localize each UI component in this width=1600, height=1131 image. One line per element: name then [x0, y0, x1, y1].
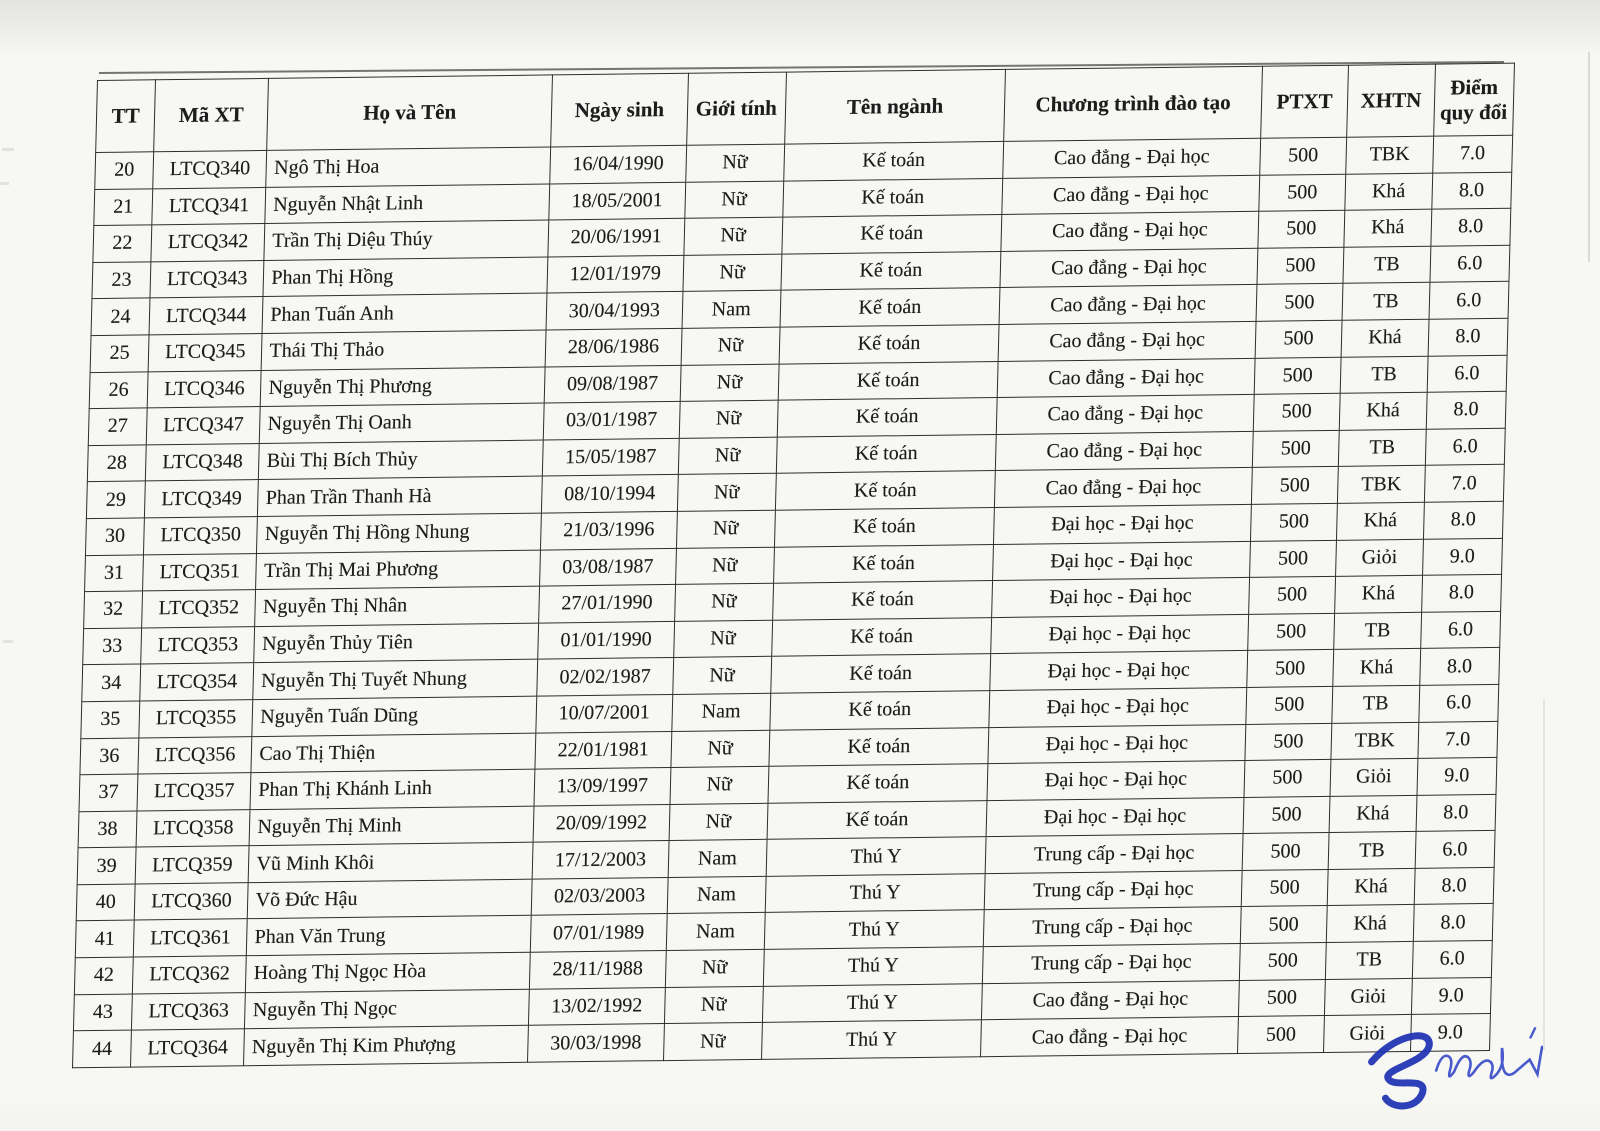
cell-xhtn: Khá [1344, 209, 1431, 247]
cell-tt: 27 [88, 408, 147, 445]
cell-xhtn: TB [1340, 356, 1427, 394]
cell-ten-nganh: Thú Y [764, 910, 985, 949]
cell-gioi-tinh: Nữ [686, 144, 785, 182]
cell-ngay-sinh: 16/04/1990 [550, 145, 687, 183]
cell-ptxt: 500 [1239, 943, 1326, 981]
column-header-xhtn: XHTN [1347, 64, 1435, 137]
cell-ptxt: 500 [1238, 979, 1325, 1017]
cell-gioi-tinh: Nữ [681, 327, 780, 365]
column-header-ho-va-ten: Họ và Tên [267, 75, 552, 150]
cell-ptxt: 500 [1242, 833, 1329, 871]
cell-ten-nganh: Kế toán [768, 764, 989, 803]
cell-ma-xt: LTCQ344 [149, 297, 263, 335]
cell-ho-va-ten: Nguyễn Thị Tuyết Nhung [253, 659, 537, 699]
cell-diem-quy-doi: 9.0 [1411, 977, 1491, 1015]
cell-ngay-sinh: 09/08/1987 [544, 365, 681, 403]
cell-ten-nganh: Kế toán [776, 434, 997, 473]
cell-ngay-sinh: 20/06/1991 [548, 219, 685, 257]
cell-ho-va-ten: Ngô Thị Hoa [266, 147, 550, 187]
cell-ngay-sinh: 22/01/1981 [535, 731, 672, 769]
scan-edge-mark [2, 148, 14, 151]
cell-gioi-tinh: Nữ [664, 986, 763, 1024]
cell-tt: 42 [74, 957, 133, 994]
cell-ten-nganh: Kế toán [778, 361, 999, 400]
cell-xhtn: Khá [1345, 173, 1432, 211]
cell-ptxt: 500 [1246, 686, 1333, 724]
column-header-tt: TT [96, 80, 156, 153]
cell-ho-va-ten: Nguyễn Thủy Tiên [254, 623, 538, 663]
cell-gioi-tinh: Nữ [679, 400, 778, 438]
cell-ho-va-ten: Trần Thị Diệu Thúy [264, 220, 548, 260]
cell-ptxt: 500 [1237, 1016, 1324, 1054]
cell-xhtn: Giỏi [1325, 978, 1412, 1016]
cell-xhtn: Khá [1339, 392, 1426, 430]
cell-chuong-trinh-dao-tao: Trung cấp - Đại học [983, 944, 1240, 984]
cell-diem-quy-doi: 9.0 [1422, 538, 1502, 576]
cell-gioi-tinh: Nữ [677, 474, 776, 512]
cell-ma-xt: LTCQ356 [138, 736, 252, 774]
admission-results-table [72, 63, 1515, 1068]
cell-chuong-trinh-dao-tao: Cao đẳng - Đại học [995, 468, 1252, 508]
cell-tt: 26 [89, 371, 148, 408]
cell-xhtn: TB [1326, 941, 1413, 979]
cell-diem-quy-doi: 6.0 [1427, 355, 1507, 393]
cell-xhtn: Khá [1341, 319, 1428, 357]
cell-ten-nganh: Kế toán [775, 471, 996, 510]
cell-ten-nganh: Kế toán [783, 141, 1004, 180]
cell-diem-quy-doi: 8.0 [1414, 867, 1494, 905]
cell-gioi-tinh: Nữ [675, 583, 774, 621]
cell-xhtn: TB [1343, 246, 1430, 284]
cell-tt: 37 [79, 774, 138, 811]
scan-edge-line [1543, 700, 1545, 1050]
cell-ma-xt: LTCQ354 [140, 663, 254, 701]
cell-chuong-trinh-dao-tao: Trung cấp - Đại học [984, 907, 1241, 947]
table-scan-region [72, 63, 1515, 1068]
cell-diem-quy-doi: 8.0 [1426, 391, 1506, 429]
cell-tt: 43 [73, 994, 132, 1031]
cell-ptxt: 500 [1256, 284, 1343, 322]
cell-tt: 23 [92, 262, 151, 299]
cell-ngay-sinh: 02/02/1987 [537, 658, 674, 696]
cell-tt: 44 [73, 1030, 132, 1067]
cell-ptxt: 500 [1252, 430, 1339, 468]
cell-ngay-sinh: 03/08/1987 [539, 548, 676, 586]
cell-ho-va-ten: Thái Thị Thảo [262, 330, 546, 370]
cell-ptxt: 500 [1249, 540, 1336, 578]
cell-diem-quy-doi: 6.0 [1429, 282, 1509, 320]
cell-diem-quy-doi: 8.0 [1423, 501, 1503, 539]
cell-ngay-sinh: 07/01/1989 [530, 914, 667, 952]
cell-chuong-trinh-dao-tao: Cao đẳng - Đại học [996, 431, 1253, 471]
cell-ten-nganh: Kế toán [774, 507, 995, 546]
cell-tt: 39 [77, 847, 136, 884]
cell-ten-nganh: Kế toán [777, 398, 998, 437]
column-header-ten-nganh: Tên ngành [784, 69, 1005, 144]
cell-ptxt: 500 [1247, 613, 1334, 651]
cell-ho-va-ten: Phan Văn Trung [247, 916, 531, 956]
cell-ho-va-ten: Phan Trần Thanh Hà [258, 476, 542, 516]
cell-gioi-tinh: Nữ [676, 510, 775, 548]
cell-ptxt: 500 [1241, 869, 1328, 907]
scan-streak [0, 0, 1600, 58]
cell-ptxt: 500 [1257, 247, 1344, 285]
cell-xhtn: Khá [1326, 905, 1413, 943]
cell-ten-nganh: Kế toán [773, 544, 994, 583]
cell-diem-quy-doi: 7.0 [1418, 721, 1498, 759]
scan-edge-mark [0, 182, 9, 185]
cell-ho-va-ten: Nguyễn Thị Minh [250, 806, 534, 846]
cell-ma-xt: LTCQ347 [146, 407, 260, 445]
cell-ho-va-ten: Bùi Thị Bích Thủy [259, 440, 543, 480]
cell-ma-xt: LTCQ348 [145, 443, 259, 481]
cell-chuong-trinh-dao-tao: Cao đẳng - Đại học [1002, 175, 1259, 215]
cell-gioi-tinh: Nam [668, 840, 767, 878]
cell-ten-nganh: Kế toán [770, 654, 991, 693]
cell-tt: 25 [90, 335, 149, 372]
cell-ma-xt: LTCQ343 [150, 260, 264, 298]
cell-ma-xt: LTCQ350 [144, 516, 258, 554]
cell-gioi-tinh: Nữ [685, 181, 784, 219]
column-header-chuong-trinh-dao-tao: Chương trình đào tạo [1004, 66, 1262, 141]
cell-ngay-sinh: 27/01/1990 [538, 585, 675, 623]
cell-diem-quy-doi: 8.0 [1428, 318, 1508, 356]
cell-ngay-sinh: 02/03/2003 [531, 877, 668, 915]
cell-ho-va-ten: Trần Thị Mai Phương [256, 550, 540, 590]
cell-ma-xt: LTCQ358 [136, 809, 250, 847]
cell-ho-va-ten: Nguyễn Nhật Linh [265, 184, 549, 224]
cell-diem-quy-doi: 6.0 [1412, 941, 1492, 979]
cell-ten-nganh: Kế toán [769, 727, 990, 766]
cell-ngay-sinh: 13/02/1992 [528, 987, 665, 1025]
column-header-diem-quy-doi: Điểm quy đổi [1433, 63, 1514, 136]
cell-chuong-trinh-dao-tao: Đại học - Đại học [993, 541, 1250, 581]
cell-ngay-sinh: 30/03/1998 [527, 1024, 664, 1062]
cell-tt: 24 [91, 298, 150, 335]
cell-ma-xt: LTCQ359 [135, 846, 249, 884]
table-body [73, 135, 1513, 1067]
cell-gioi-tinh: Nữ [675, 547, 774, 585]
cell-ma-xt: LTCQ349 [144, 480, 258, 518]
cell-ten-nganh: Kế toán [767, 800, 988, 839]
cell-xhtn: TB [1328, 832, 1415, 870]
cell-tt: 35 [81, 701, 140, 738]
cell-ma-xt: LTCQ351 [143, 553, 257, 591]
cell-ptxt: 500 [1259, 137, 1346, 175]
cell-ten-nganh: Kế toán [780, 288, 1001, 327]
cell-ten-nganh: Kế toán [770, 690, 991, 729]
cell-chuong-trinh-dao-tao: Đại học - Đại học [992, 578, 1249, 618]
cell-ho-va-ten: Phan Thị Khánh Linh [250, 769, 534, 809]
cell-tt: 29 [86, 481, 145, 518]
cell-ngay-sinh: 30/04/1993 [546, 292, 683, 330]
cell-gioi-tinh: Nữ [671, 730, 770, 768]
cell-diem-quy-doi: 6.0 [1430, 245, 1510, 283]
cell-ma-xt: LTCQ352 [142, 590, 256, 628]
cell-ho-va-ten: Cao Thị Thiện [251, 733, 535, 773]
cell-ptxt: 500 [1254, 357, 1341, 395]
cell-ma-xt: LTCQ364 [131, 1029, 245, 1067]
cell-chuong-trinh-dao-tao: Trung cấp - Đại học [985, 834, 1242, 874]
cell-xhtn: Giỏi [1336, 539, 1423, 577]
cell-chuong-trinh-dao-tao: Cao đẳng - Đại học [981, 1017, 1238, 1057]
cell-tt: 41 [75, 921, 134, 958]
scan-edge-mark [3, 640, 13, 643]
cell-ma-xt: LTCQ345 [148, 333, 262, 371]
cell-ma-xt: LTCQ353 [141, 626, 255, 664]
cell-gioi-tinh: Nữ [669, 803, 768, 841]
cell-chuong-trinh-dao-tao: Cao đẳng - Đại học [1000, 248, 1257, 288]
cell-ptxt: 500 [1244, 760, 1331, 798]
cell-gioi-tinh: Nữ [670, 766, 769, 804]
cell-xhtn: TB [1332, 685, 1419, 723]
cell-ho-va-ten: Hoàng Thị Ngọc Hòa [246, 952, 530, 992]
cell-xhtn: Khá [1329, 795, 1416, 833]
cell-ma-xt: LTCQ341 [152, 187, 266, 225]
scan-edge-line [1588, 52, 1590, 262]
cell-ngay-sinh: 18/05/2001 [549, 182, 686, 220]
cell-xhtn: Giỏi [1324, 1015, 1411, 1053]
cell-diem-quy-doi: 8.0 [1430, 208, 1510, 246]
cell-ho-va-ten: Võ Đức Hậu [248, 879, 532, 919]
cell-ho-va-ten: Phan Tuấn Anh [262, 293, 546, 333]
cell-ten-nganh: Kế toán [772, 581, 993, 620]
cell-xhtn: TB [1342, 283, 1429, 321]
cell-ho-va-ten: Nguyễn Thị Nhân [255, 586, 539, 626]
cell-ho-va-ten: Phan Thị Hồng [263, 257, 547, 297]
cell-tt: 38 [78, 811, 137, 848]
cell-ho-va-ten: Nguyễn Tuấn Dũng [252, 696, 536, 736]
cell-chuong-trinh-dao-tao: Cao đẳng - Đại học [997, 358, 1254, 398]
cell-diem-quy-doi: 8.0 [1421, 574, 1501, 612]
cell-diem-quy-doi: 6.0 [1415, 831, 1495, 869]
cell-ma-xt: LTCQ361 [133, 919, 247, 957]
cell-chuong-trinh-dao-tao: Đại học - Đại học [988, 724, 1245, 764]
cell-xhtn: Khá [1335, 575, 1422, 613]
column-header-gioi-tinh: Giới tính [687, 72, 787, 145]
cell-tt: 32 [84, 591, 143, 628]
cell-gioi-tinh: Nam [672, 693, 771, 731]
cell-ho-va-ten: Nguyễn Thị Hồng Nhung [257, 513, 541, 553]
cell-ngay-sinh: 28/11/1988 [529, 951, 666, 989]
cell-ngay-sinh: 03/01/1987 [543, 402, 680, 440]
cell-diem-quy-doi: 7.0 [1432, 135, 1512, 173]
cell-ma-xt: LTCQ355 [139, 699, 253, 737]
cell-xhtn: TB [1334, 612, 1421, 650]
cell-tt: 36 [80, 737, 139, 774]
cell-tt: 28 [87, 445, 146, 482]
cell-diem-quy-doi: 6.0 [1420, 611, 1500, 649]
cell-ten-nganh: Thú Y [763, 947, 984, 986]
cell-chuong-trinh-dao-tao: Đại học - Đại học [994, 504, 1251, 544]
cell-ngay-sinh: 12/01/1979 [547, 255, 684, 293]
cell-ptxt: 500 [1250, 503, 1337, 541]
cell-ten-nganh: Thú Y [766, 837, 987, 876]
cell-diem-quy-doi: 6.0 [1418, 684, 1498, 722]
cell-ten-nganh: Kế toán [782, 178, 1003, 217]
cell-tt: 22 [93, 225, 152, 262]
column-header-ptxt: PTXT [1260, 65, 1348, 138]
cell-tt: 40 [76, 884, 135, 921]
cell-ngay-sinh: 13/09/1997 [534, 768, 671, 806]
cell-diem-quy-doi: 8.0 [1419, 648, 1499, 686]
cell-diem-quy-doi: 9.0 [1410, 1014, 1490, 1052]
cell-tt: 31 [85, 554, 144, 591]
cell-gioi-tinh: Nữ [678, 437, 777, 475]
cell-xhtn: Giỏi [1330, 758, 1417, 796]
cell-ptxt: 500 [1259, 174, 1346, 212]
cell-ho-va-ten: Nguyễn Thị Kim Phượng [244, 1025, 528, 1065]
cell-ngay-sinh: 28/06/1986 [545, 328, 682, 366]
cell-chuong-trinh-dao-tao: Cao đẳng - Đại học [999, 285, 1256, 325]
cell-ten-nganh: Kế toán [782, 215, 1003, 254]
cell-ngay-sinh: 15/05/1987 [542, 438, 679, 476]
cell-chuong-trinh-dao-tao: Cao đẳng - Đại học [1001, 211, 1258, 251]
cell-ptxt: 500 [1248, 576, 1335, 614]
cell-ma-xt: LTCQ363 [132, 992, 246, 1030]
cell-ma-xt: LTCQ360 [134, 883, 248, 921]
cell-gioi-tinh: Nữ [673, 657, 772, 695]
cell-ptxt: 500 [1243, 796, 1330, 834]
cell-ngay-sinh: 10/07/2001 [536, 694, 673, 732]
cell-diem-quy-doi: 9.0 [1417, 757, 1497, 795]
cell-ma-xt: LTCQ346 [147, 370, 261, 408]
cell-diem-quy-doi: 7.0 [1424, 465, 1504, 503]
cell-ngay-sinh: 17/12/2003 [532, 841, 669, 879]
cell-ptxt: 500 [1258, 210, 1345, 248]
cell-ngay-sinh: 20/09/1992 [533, 804, 670, 842]
cell-gioi-tinh: Nữ [665, 949, 764, 987]
cell-chuong-trinh-dao-tao: Trung cấp - Đại học [984, 870, 1241, 910]
cell-ngay-sinh: 21/03/1996 [540, 511, 677, 549]
cell-ma-xt: LTCQ342 [151, 224, 265, 262]
cell-xhtn: TB [1339, 429, 1426, 467]
cell-gioi-tinh: Nữ [684, 217, 783, 255]
cell-diem-quy-doi: 8.0 [1413, 904, 1493, 942]
cell-ten-nganh: Kế toán [779, 324, 1000, 363]
cell-gioi-tinh: Nữ [674, 620, 773, 658]
cell-gioi-tinh: Nữ [680, 364, 779, 402]
cell-ma-xt: LTCQ357 [137, 773, 251, 811]
column-header-ngay-sinh: Ngày sinh [551, 73, 689, 147]
cell-xhtn: Khá [1327, 868, 1414, 906]
cell-ten-nganh: Thú Y [762, 983, 983, 1022]
cell-ma-xt: LTCQ340 [153, 150, 267, 188]
cell-ho-va-ten: Nguyễn Thị Oanh [260, 403, 544, 443]
cell-diem-quy-doi: 8.0 [1431, 172, 1511, 210]
cell-chuong-trinh-dao-tao: Đại học - Đại học [986, 797, 1243, 837]
cell-tt: 21 [94, 188, 153, 225]
cell-ngay-sinh: 01/01/1990 [538, 621, 675, 659]
column-header-ma-xt: Mã XT [154, 78, 269, 151]
cell-xhtn: TBK [1338, 466, 1425, 504]
cell-tt: 20 [95, 152, 154, 189]
cell-chuong-trinh-dao-tao: Cao đẳng - Đại học [997, 395, 1254, 435]
cell-ngay-sinh: 08/10/1994 [541, 475, 678, 513]
cell-gioi-tinh: Nam [666, 913, 765, 951]
cell-xhtn: Khá [1337, 502, 1424, 540]
cell-chuong-trinh-dao-tao: Đại học - Đại học [990, 651, 1247, 691]
cell-ho-va-ten: Nguyễn Thị Ngọc [245, 989, 529, 1029]
cell-ten-nganh: Thú Y [765, 874, 986, 913]
cell-tt: 33 [83, 628, 142, 665]
signature-ink [1346, 1013, 1547, 1123]
cell-xhtn: TBK [1331, 722, 1418, 760]
cell-ho-va-ten: Vũ Minh Khôi [249, 842, 533, 882]
cell-ten-nganh: Thú Y [761, 1020, 982, 1059]
cell-ptxt: 500 [1245, 723, 1332, 761]
cell-ptxt: 500 [1247, 650, 1334, 688]
cell-chuong-trinh-dao-tao: Cao đẳng - Đại học [998, 321, 1255, 361]
cell-ptxt: 500 [1251, 467, 1338, 505]
cell-gioi-tinh: Nam [667, 876, 766, 914]
cell-ten-nganh: Kế toán [781, 251, 1002, 290]
cell-xhtn: Khá [1333, 649, 1420, 687]
cell-ma-xt: LTCQ362 [132, 956, 246, 994]
cell-chuong-trinh-dao-tao: Đại học - Đại học [987, 761, 1244, 801]
cell-diem-quy-doi: 8.0 [1416, 794, 1496, 832]
cell-chuong-trinh-dao-tao: Đại học - Đại học [991, 614, 1248, 654]
cell-ten-nganh: Kế toán [771, 617, 992, 656]
cell-tt: 30 [85, 518, 144, 555]
cell-ptxt: 500 [1255, 320, 1342, 358]
cell-chuong-trinh-dao-tao: Cao đẳng - Đại học [982, 980, 1239, 1020]
cell-ho-va-ten: Nguyễn Thị Phương [261, 367, 545, 407]
cell-gioi-tinh: Nữ [663, 1023, 762, 1061]
cell-tt: 34 [82, 664, 141, 701]
cell-chuong-trinh-dao-tao: Cao đẳng - Đại học [1003, 138, 1260, 178]
cell-chuong-trinh-dao-tao: Đại học - Đại học [989, 687, 1246, 727]
cell-gioi-tinh: Nam [682, 291, 781, 329]
cell-xhtn: TBK [1346, 136, 1433, 174]
cell-ptxt: 500 [1253, 393, 1340, 431]
cell-ptxt: 500 [1240, 906, 1327, 944]
cell-gioi-tinh: Nữ [683, 254, 782, 292]
cell-diem-quy-doi: 6.0 [1425, 428, 1505, 466]
